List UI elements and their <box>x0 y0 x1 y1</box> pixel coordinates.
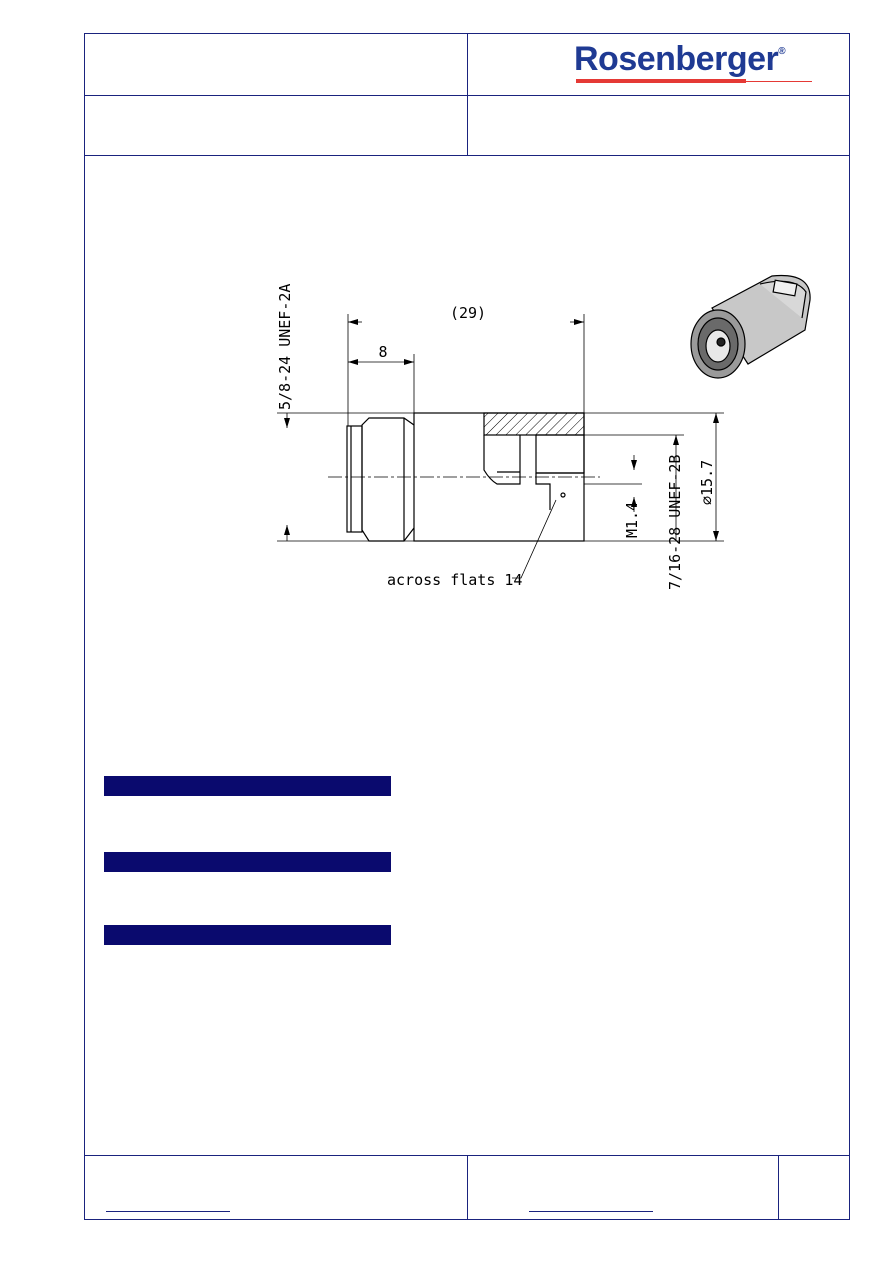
hatched-section <box>484 413 584 435</box>
footer-divider-vertical-1 <box>467 1155 468 1220</box>
thread-right-label: 7/16-28 UNEF-2B <box>666 454 684 590</box>
section-bar-2 <box>104 852 391 872</box>
diameter-label: ∅15.7 <box>698 459 716 505</box>
dim-front-length: 8 <box>378 343 388 361</box>
pin-thread-label: M1.4 <box>623 501 641 538</box>
footer-underline-left[interactable] <box>106 1211 230 1212</box>
connector-3d-thumbnail <box>691 276 810 379</box>
connector-collar <box>362 418 414 541</box>
footer-underline-right[interactable] <box>529 1211 653 1212</box>
front-thread <box>347 426 362 532</box>
section-bar-1 <box>104 776 391 796</box>
section-bar-3 <box>104 925 391 945</box>
footer-divider-vertical-2 <box>778 1155 779 1220</box>
dim-overall-length: (29) <box>449 304 487 322</box>
rosenberger-logo: Rosenberger® <box>574 40 786 78</box>
across-flats-label: across flats 14 <box>387 571 523 589</box>
thread-left-label: 5/8-24 UNEF-2A <box>276 283 294 410</box>
